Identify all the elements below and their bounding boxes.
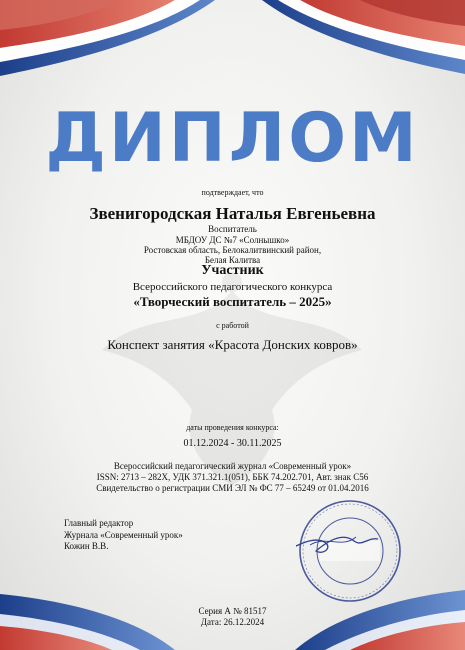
editor-name: Кожин В.В.: [64, 541, 109, 551]
contest-dates: 01.12.2024 - 30.11.2025: [183, 438, 282, 449]
journal-registration: Свидетельство о регистрации СМИ ЭЛ № ФС 77 – 65249 от 01.04.2016: [96, 483, 369, 493]
contest-title: «Творческий воспитатель – 2025»: [133, 294, 332, 309]
diploma-title: ДИПЛОМ: [45, 99, 420, 178]
editor-journal: Журнала «Современный урок»: [64, 529, 183, 540]
editor-block: [64, 518, 183, 553]
editor-title: Главный редактор: [64, 518, 134, 528]
participation-status: Участник: [201, 263, 264, 278]
serial-number: Серия А № 81517: [198, 606, 267, 616]
work-label: с работой: [216, 321, 249, 330]
journal-codes: ISSN: 2713 – 282X, УДК 371.321.1(051), ББК 74.202.701, Авт. знак С56: [96, 472, 369, 482]
contest-dates-label: даты проведения конкурса:: [186, 423, 279, 432]
top-ribbon-decoration: [0, 0, 465, 80]
issue-date: Дата: 26.12.2024: [200, 617, 265, 627]
recipient-position: Воспитатель: [208, 224, 257, 234]
recipient-region: Ростовская область, Белокалитвинский район,: [143, 245, 322, 255]
recipient-organization: МБДОУ ДС №7 «Солнышко»: [175, 235, 290, 245]
journal-name: Всероссийский педагогический журнал «Современный урок»: [113, 461, 352, 471]
contest-name-line: Всероссийского педагогического конкурса: [132, 281, 333, 293]
work-title: Конспект занятия «Красота Донских ковров»: [107, 337, 358, 352]
recipient-name: Звенигородская Наталья Евгеньевна: [89, 204, 376, 223]
recipient-town: Белая Калитва: [204, 255, 261, 265]
confirms-label: подтверждает, что: [201, 188, 264, 197]
